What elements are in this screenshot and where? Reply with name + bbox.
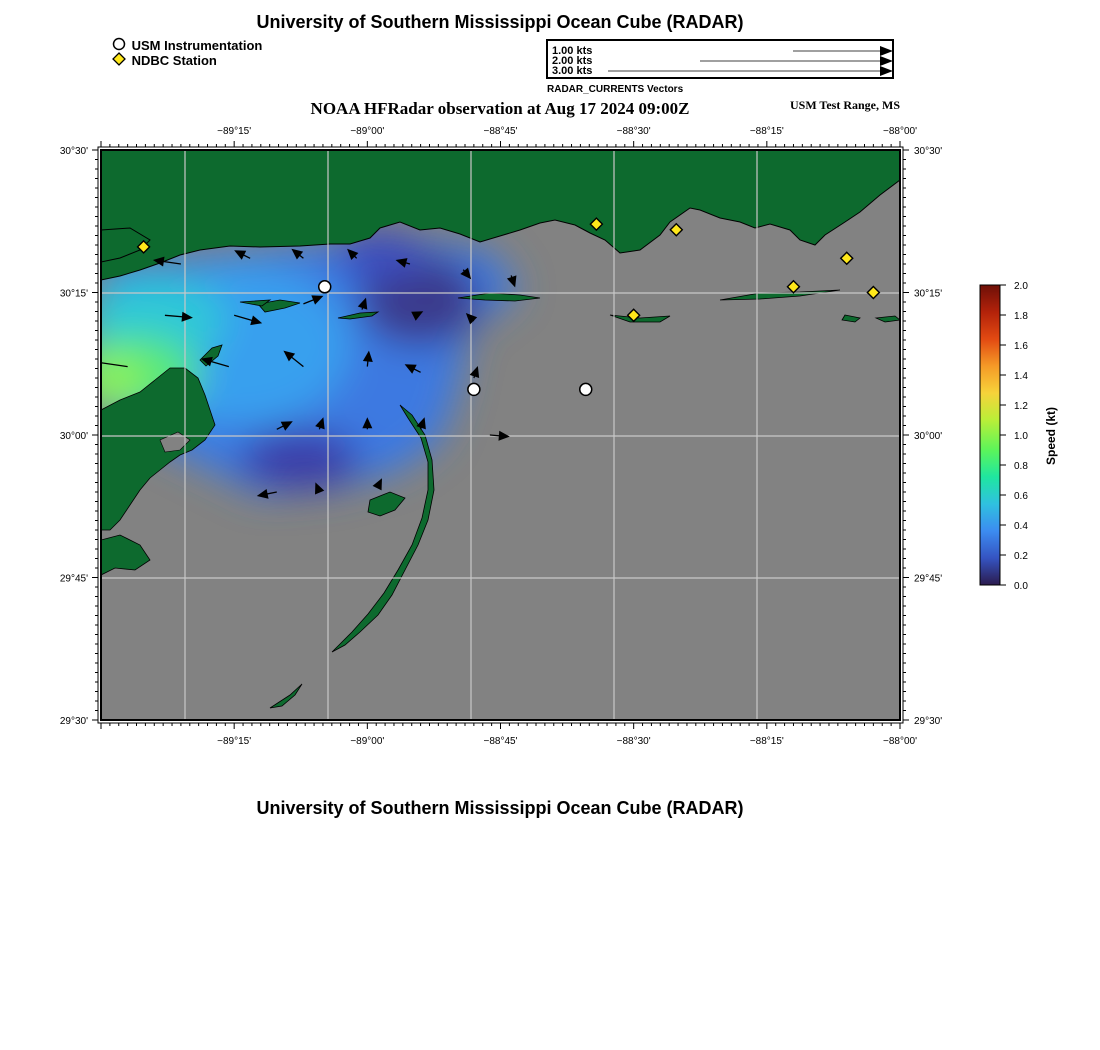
speed-colorbar bbox=[980, 281, 1058, 592]
colorbar-tick-label: 0.8 bbox=[1014, 461, 1028, 472]
lat-label-left: 30°30' bbox=[59, 146, 88, 157]
legend-usm-label: USM Instrumentation bbox=[131, 38, 263, 53]
observation-subtitle: NOAA HFRadar observation at Aug 17 2024 09:00Z bbox=[310, 99, 690, 118]
lat-label-right: 29°45' bbox=[914, 573, 943, 585]
vector-key-2kt-label: 2.00 kts bbox=[552, 55, 593, 67]
range-label: USM Test Range, MS bbox=[789, 98, 900, 112]
lat-label-right: 30°30' bbox=[914, 146, 943, 157]
vector-key-caption: RADAR_CURRENTS Vectors bbox=[547, 84, 684, 95]
lat-label-left: 30°00' bbox=[59, 431, 88, 442]
colorbar-tick-label: 0.2 bbox=[1014, 551, 1028, 562]
colorbar-ticks bbox=[1000, 281, 1028, 592]
map-title: University of Southern Mississippi Ocean Cube (RADAR) bbox=[256, 12, 744, 32]
colorbar-tick-label: 1.6 bbox=[1014, 341, 1028, 352]
legend-ndbc-label: NDBC Station bbox=[131, 53, 217, 68]
colorbar-tick-label: 0.4 bbox=[1014, 521, 1028, 532]
lon-label-bottom: −88°00' bbox=[883, 736, 917, 747]
lon-label-bottom: −88°45' bbox=[483, 736, 518, 747]
colorbar-gradient bbox=[980, 285, 1000, 585]
lon-label-top: −88°30' bbox=[616, 126, 651, 137]
lon-label-bottom: −89°15' bbox=[217, 736, 252, 747]
lon-label-bottom: −88°15' bbox=[749, 736, 784, 747]
lon-label-top: −89°15' bbox=[217, 126, 252, 137]
lat-label-right: 30°00' bbox=[914, 431, 943, 442]
usm-instrument-marker bbox=[468, 383, 480, 395]
lon-label-top: −89°00' bbox=[350, 126, 385, 137]
colorbar-tick-label: 1.2 bbox=[1014, 401, 1028, 412]
colorbar-tick-label: 2.0 bbox=[1014, 281, 1028, 292]
usm-instrument-marker bbox=[580, 383, 592, 395]
lat-label-left: 29°30' bbox=[59, 716, 88, 727]
lon-label-bottom: −89°00' bbox=[350, 736, 385, 747]
lat-label-right: 29°30' bbox=[914, 716, 943, 727]
lon-label-top: −88°45' bbox=[483, 126, 518, 137]
colorbar-tick-label: 0.6 bbox=[1014, 491, 1028, 502]
vector-key-1kt-label: 1.00 kts bbox=[552, 45, 593, 57]
lon-label-top: −88°15' bbox=[749, 126, 784, 137]
vector-key-3kt-label: 3.00 kts bbox=[552, 65, 593, 77]
lat-label-right: 30°15' bbox=[914, 288, 943, 300]
lon-label-top: −88°00' bbox=[883, 126, 917, 137]
colorbar-title: Speed (kt) bbox=[1044, 406, 1058, 466]
colorbar-tick-label: 1.8 bbox=[1014, 311, 1028, 322]
usm-instrument-marker bbox=[319, 281, 331, 293]
colorbar-tick-label: 0.0 bbox=[1014, 581, 1028, 592]
lat-label-left: 30°15' bbox=[59, 288, 88, 300]
lat-label-left: 29°45' bbox=[59, 573, 88, 585]
colorbar-tick-label: 1.0 bbox=[1014, 431, 1028, 442]
vector-head bbox=[84, 357, 96, 367]
map-title-bottom: University of Southern Mississippi Ocean Cube (RADAR) bbox=[256, 798, 744, 818]
lon-label-bottom: −88°30' bbox=[616, 736, 651, 747]
colorbar-tick-label: 1.4 bbox=[1014, 371, 1028, 382]
